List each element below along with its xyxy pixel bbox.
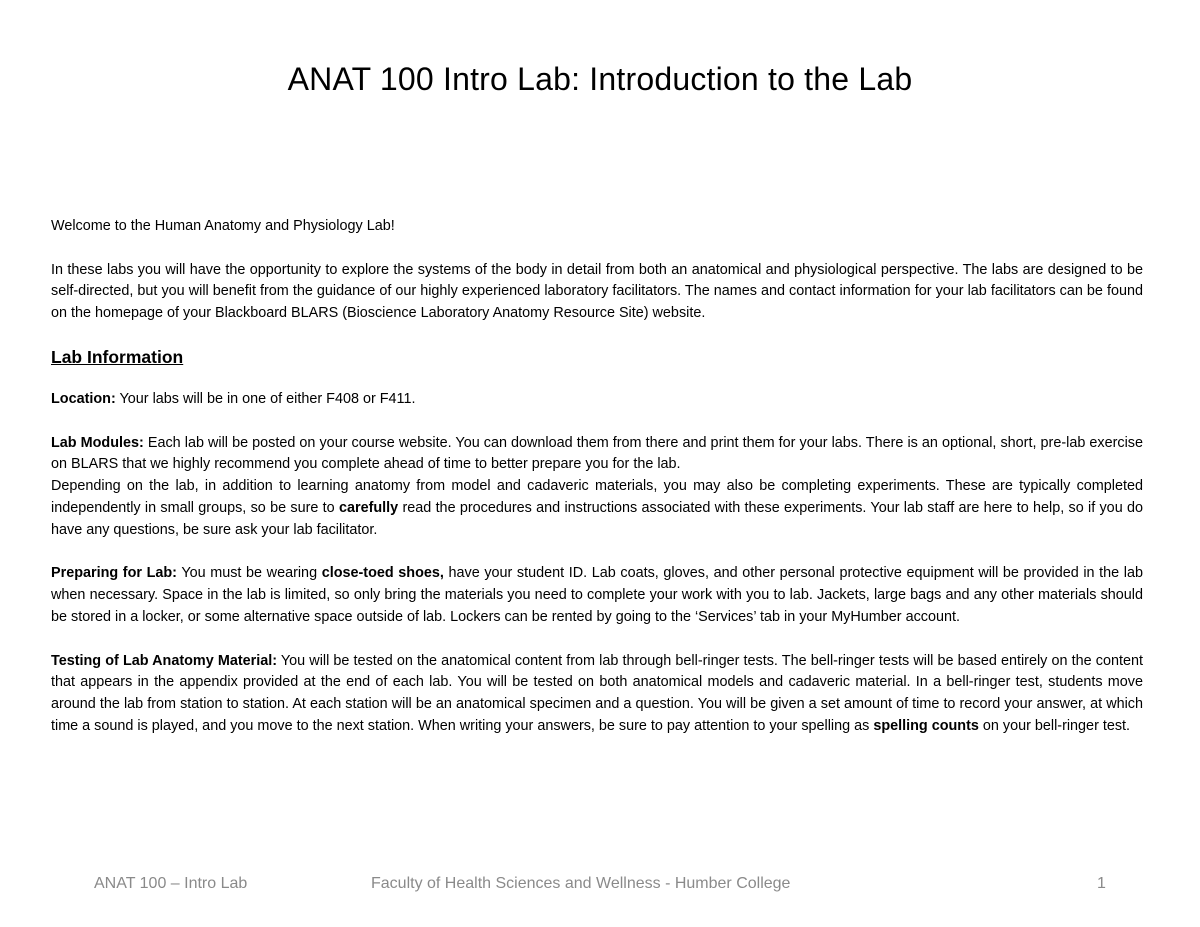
- testing-paragraph: [51, 651, 1143, 738]
- testing-label: Testing of Lab Anatomy Material:: [51, 652, 278, 669]
- intro-paragraph: In these labs you will have the opportunity to explore the systems of the body in detail from both an anatomical and physiological perspective. The labs are designed to be self-directed, but you will benefit from the guidance of our highly experienced laboratory facilitators. The names and contact information for your lab facilitators can be found on the homepage of your Blackboard BLARS (Bioscience Laboratory Anatomy Resource Site) website.: [51, 261, 1143, 322]
- testing-text-after: on your bell-ringer test.: [978, 717, 1131, 734]
- footer-faculty: Faculty of Health Sciences and Wellness - Humber College: [371, 875, 791, 892]
- welcome-line: Welcome to the Human Anatomy and Physiology Lab!: [51, 218, 395, 234]
- lab-modules-paragraph: [51, 433, 1143, 477]
- experiments-text-after: read the procedures and instructions associated with these experiments. Your lab staff are here to help, so if you do have any questions, be sure ask your lab facilitator.: [51, 499, 1143, 538]
- testing-bold: spelling counts: [873, 717, 979, 734]
- location-paragraph: [51, 389, 1143, 411]
- section-heading-lab-information: Lab Information: [51, 346, 184, 367]
- testing-text-before: You will be tested on the anatomical content from lab through bell-ringer tests. The bell-ringer tests will be based entirely on the content that appears in the appendix provided at the end of each lab. You will be tested on both anatomical models and cadaveric material. In a bell-ringer test, students move around the lab from station to station. At each station will be an anatomical specimen and a question. You will be given a set amount of time to record your answer, at which time a sound is played, and you move to the next station. When writing your answers, be sure to pay attention to your spelling as: [51, 652, 1143, 734]
- footer-course: ANAT 100 – Intro Lab: [94, 875, 248, 892]
- experiments-bold: carefully: [338, 499, 399, 516]
- location-text: Your labs will be in one of either F408 or F411.: [115, 390, 416, 407]
- footer-page-number: 1: [1097, 875, 1106, 892]
- preparing-label: Preparing for Lab:: [51, 565, 177, 582]
- preparing-paragraph: [51, 563, 1143, 628]
- lab-modules-text: Each lab will be posted on your course website. You can download them from there and print them for your labs. There is an optional, short, pre-lab exercise on BLARS that we highly recommend you complete ahead of time to better prepare you for the lab.: [51, 434, 1143, 473]
- preparing-text-after: have your student ID. Lab coats, gloves, and other personal protective equipment will be provided in the lab when necessary. Space in the lab is limited, so only bring the materials you need to complete your work with you to lab. Jackets, large bags and any other materials should be stored in a locker, or some alternative space outside of lab. Lockers can be rented by going to the ‘Services’ tab in your MyHumber account.: [51, 565, 1144, 625]
- preparing-bold: close-toed shoes,: [321, 565, 444, 582]
- experiments-text-before: Depending on the lab, in addition to learning anatomy from model and cadaveric materials, you may also be completing experiments. These are typically completed independently in small groups, so be sure to: [51, 478, 1143, 516]
- preparing-text-before: You must be wearing: [176, 565, 322, 582]
- document-body: [51, 216, 1143, 738]
- page-title: ANAT 100 Intro Lab: Introduction to the Lab: [287, 61, 913, 98]
- lab-modules-label: Lab Modules:: [51, 434, 144, 451]
- location-label: Location:: [51, 390, 116, 407]
- experiments-paragraph: [51, 476, 1143, 541]
